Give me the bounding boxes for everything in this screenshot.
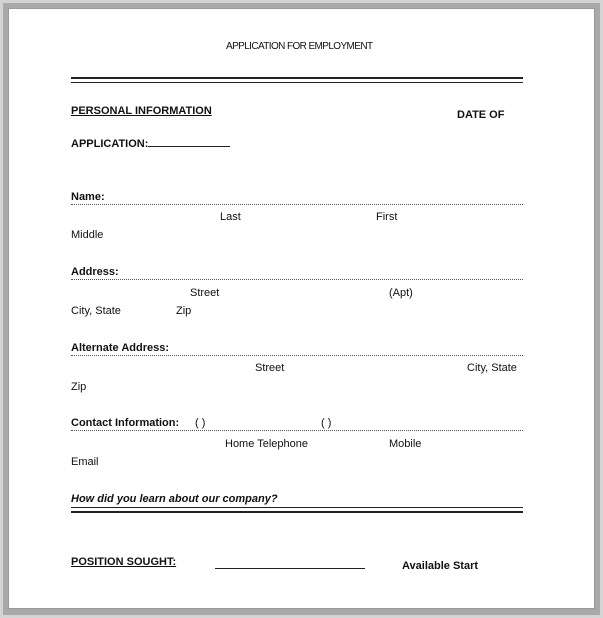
name-first-caption: First: [376, 211, 398, 223]
learn-about-question: How did you learn about our company?: [71, 493, 278, 505]
form-title: APPLICATION FOR EMPLOYMENT: [226, 41, 373, 52]
question-rule-bottom: [71, 511, 523, 513]
application-label: APPLICATION:: [71, 138, 149, 150]
address-city-state-caption: City, State: [71, 305, 121, 317]
personal-info-heading: PERSONAL INFORMATION: [71, 105, 212, 117]
position-sought-label: POSITION SOUGHT:: [71, 556, 177, 568]
address-field[interactable]: [71, 279, 523, 280]
address-apt-caption: (Apt): [389, 287, 413, 299]
date-of-label: DATE OF: [457, 109, 505, 121]
mobile-caption: Mobile: [389, 438, 422, 450]
header-rule-top: [71, 77, 523, 79]
alternate-address-label: Alternate Address:: [71, 342, 170, 354]
application-date-row: [71, 134, 230, 152]
home-phone-area-code[interactable]: ( ): [195, 417, 206, 429]
header-rule-bottom: [71, 82, 523, 83]
contact-info-label: Contact Information:: [71, 417, 180, 429]
mobile-area-code[interactable]: ( ): [321, 417, 332, 429]
application-date-field[interactable]: [148, 146, 230, 147]
name-field[interactable]: [71, 204, 523, 205]
contact-field[interactable]: [71, 430, 523, 431]
alternate-address-field[interactable]: [71, 355, 523, 356]
position-sought-field-wrap: [215, 556, 365, 574]
name-last-caption: Last: [220, 211, 241, 223]
form-page: [8, 8, 595, 609]
address-zip-caption: Zip: [176, 305, 192, 317]
address-label: Address:: [71, 266, 119, 278]
email-caption: Email: [71, 456, 99, 468]
available-start-label: Available Start: [402, 560, 479, 572]
name-label: Name:: [71, 191, 105, 203]
address-street-caption: Street: [190, 287, 220, 299]
alt-city-state-caption: City, State: [467, 362, 517, 374]
question-rule-top: [71, 507, 523, 508]
alt-zip-caption: Zip: [71, 381, 87, 393]
home-telephone-caption: Home Telephone: [225, 438, 308, 450]
name-middle-caption: Middle: [71, 229, 104, 241]
alt-street-caption: Street: [255, 362, 285, 374]
position-sought-field[interactable]: [215, 557, 365, 569]
